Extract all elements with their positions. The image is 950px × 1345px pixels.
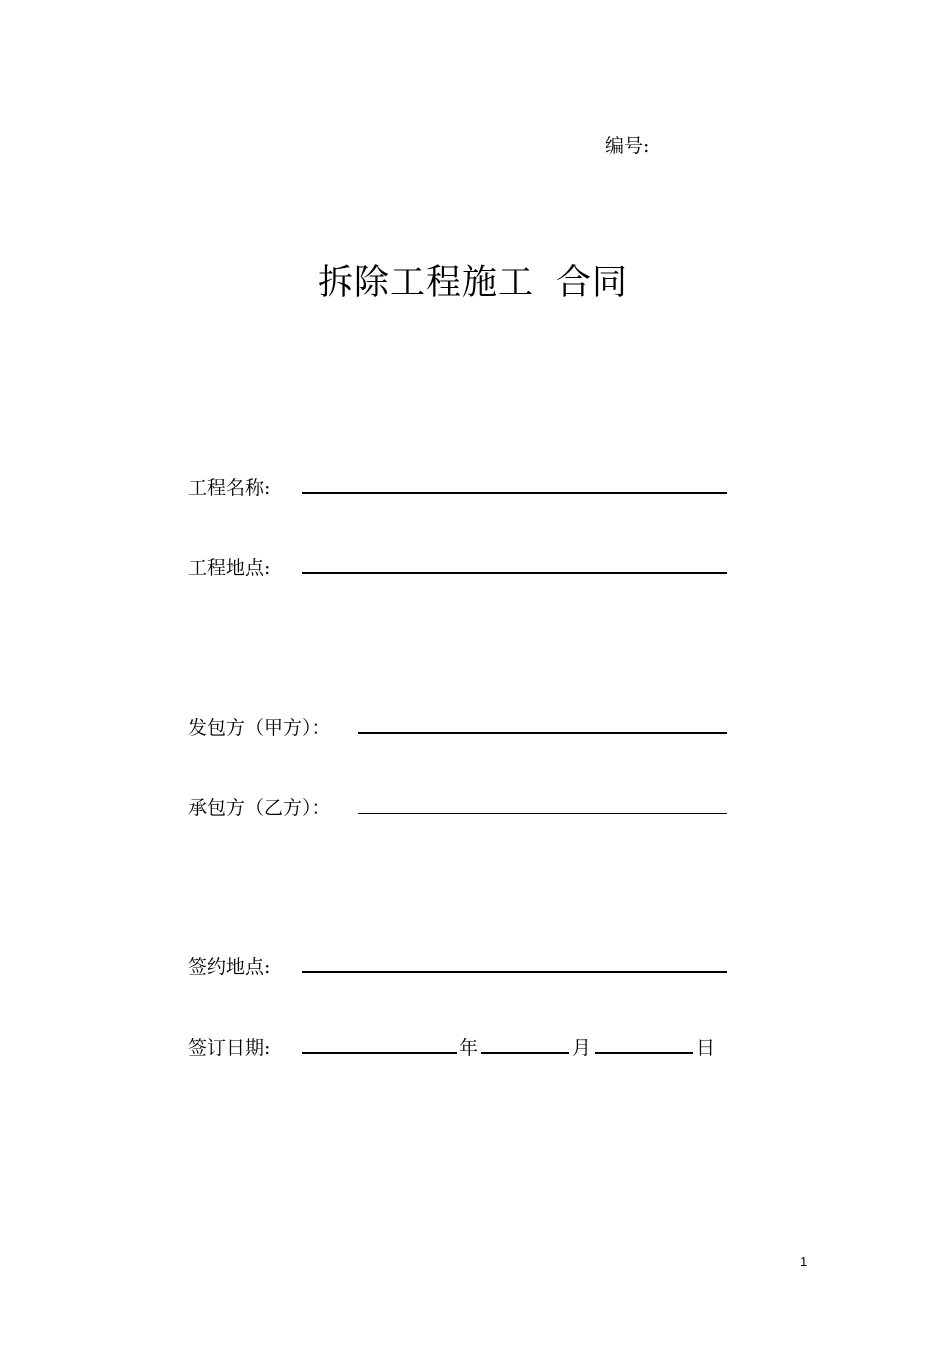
sign-location-field[interactable]	[302, 971, 727, 973]
year-unit: 年	[459, 1037, 479, 1059]
serial-number-label: 编号:	[605, 135, 650, 157]
title-part-2: 合同	[556, 263, 629, 303]
title-part-1: 拆除工程施工	[318, 263, 535, 303]
sign-date-label: 签订日期:	[188, 1037, 271, 1059]
party-a-label: 发包方（甲方）：	[188, 717, 331, 739]
party-a-field[interactable]	[358, 732, 727, 734]
month-unit: 月	[572, 1037, 592, 1059]
page-number: 1	[800, 1254, 808, 1269]
party-b-label: 承包方（乙方）：	[188, 797, 331, 819]
sign-year-field[interactable]	[302, 1052, 457, 1054]
sign-month-field[interactable]	[481, 1052, 569, 1054]
project-location-label: 工程地点:	[188, 557, 271, 579]
project-name-label: 工程名称:	[188, 477, 271, 499]
sign-day-field[interactable]	[595, 1052, 693, 1054]
document-title	[318, 255, 628, 305]
party-b-field[interactable]	[358, 813, 727, 814]
day-unit: 日	[696, 1037, 716, 1059]
project-name-field[interactable]	[302, 492, 727, 494]
project-location-field[interactable]	[302, 572, 727, 574]
sign-location-label: 签约地点:	[188, 956, 271, 978]
